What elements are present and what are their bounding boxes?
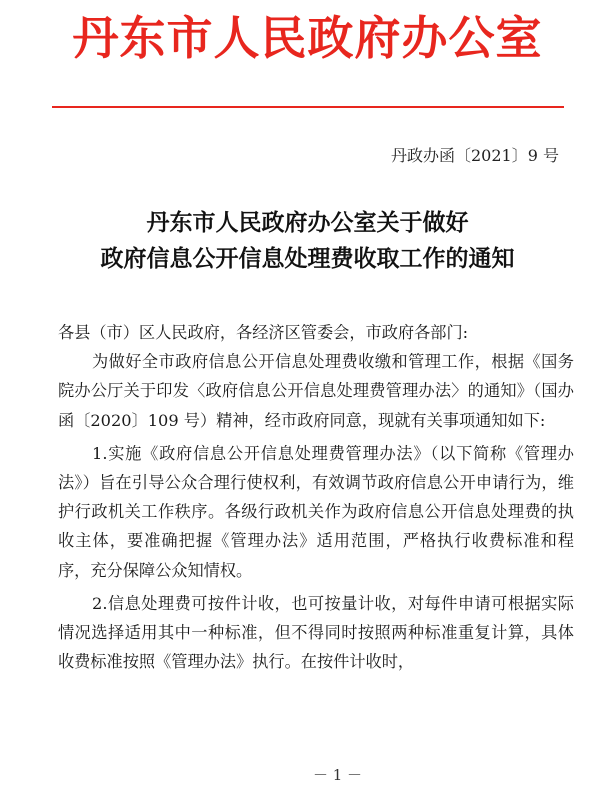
page-number: － 1 － bbox=[312, 766, 363, 784]
red-separator-rule bbox=[52, 106, 564, 108]
title-line-2: 政府信息公开信息处理费收取工作的通知 bbox=[100, 245, 515, 272]
document-body bbox=[58, 318, 574, 676]
document-title bbox=[0, 205, 615, 277]
salutation: 各县（市）区人民政府，各经济区管委会，市政府各部门: bbox=[58, 323, 469, 342]
title-line-1: 丹东市人民政府办公室关于做好 bbox=[146, 209, 469, 236]
body-paragraph-intro: 为做好全市政府信息公开信息处理费收缴和管理工作，根据《国务院办公厅关于印发〈政府信息公开信息处理费管理办法〉的通知》（国办函〔2020〕109 号）精神，经市政府同意，现就有关事项通知如下: bbox=[58, 352, 574, 430]
body-paragraph-item-1: 1.实施《政府信息公开信息处理费管理办法》（以下简称《管理办法》）旨在引导公众合理行使权利，有效调节政府信息公开申请行为，维护行政机关工作秩序。各级行政机关作为政府信息公开信息处理费的执收主体，要准确把握《管理办法》适用范围，严格执行收费标准和程序，充分保障公众知情权。 bbox=[58, 443, 574, 580]
issuer-masthead: 丹东市人民政府办公室 bbox=[72, 11, 543, 65]
document-number: 丹政办函〔2021〕9 号 bbox=[391, 146, 559, 165]
body-paragraph-item-2: 2.信息处理费可按件计收，也可按量计收，对每件申请可根据实际情况选择适用其中一种标准，但不得同时按照两种标准重复计算，具体收费标准按照《管理办法》执行。在按件计收时， bbox=[58, 593, 574, 672]
